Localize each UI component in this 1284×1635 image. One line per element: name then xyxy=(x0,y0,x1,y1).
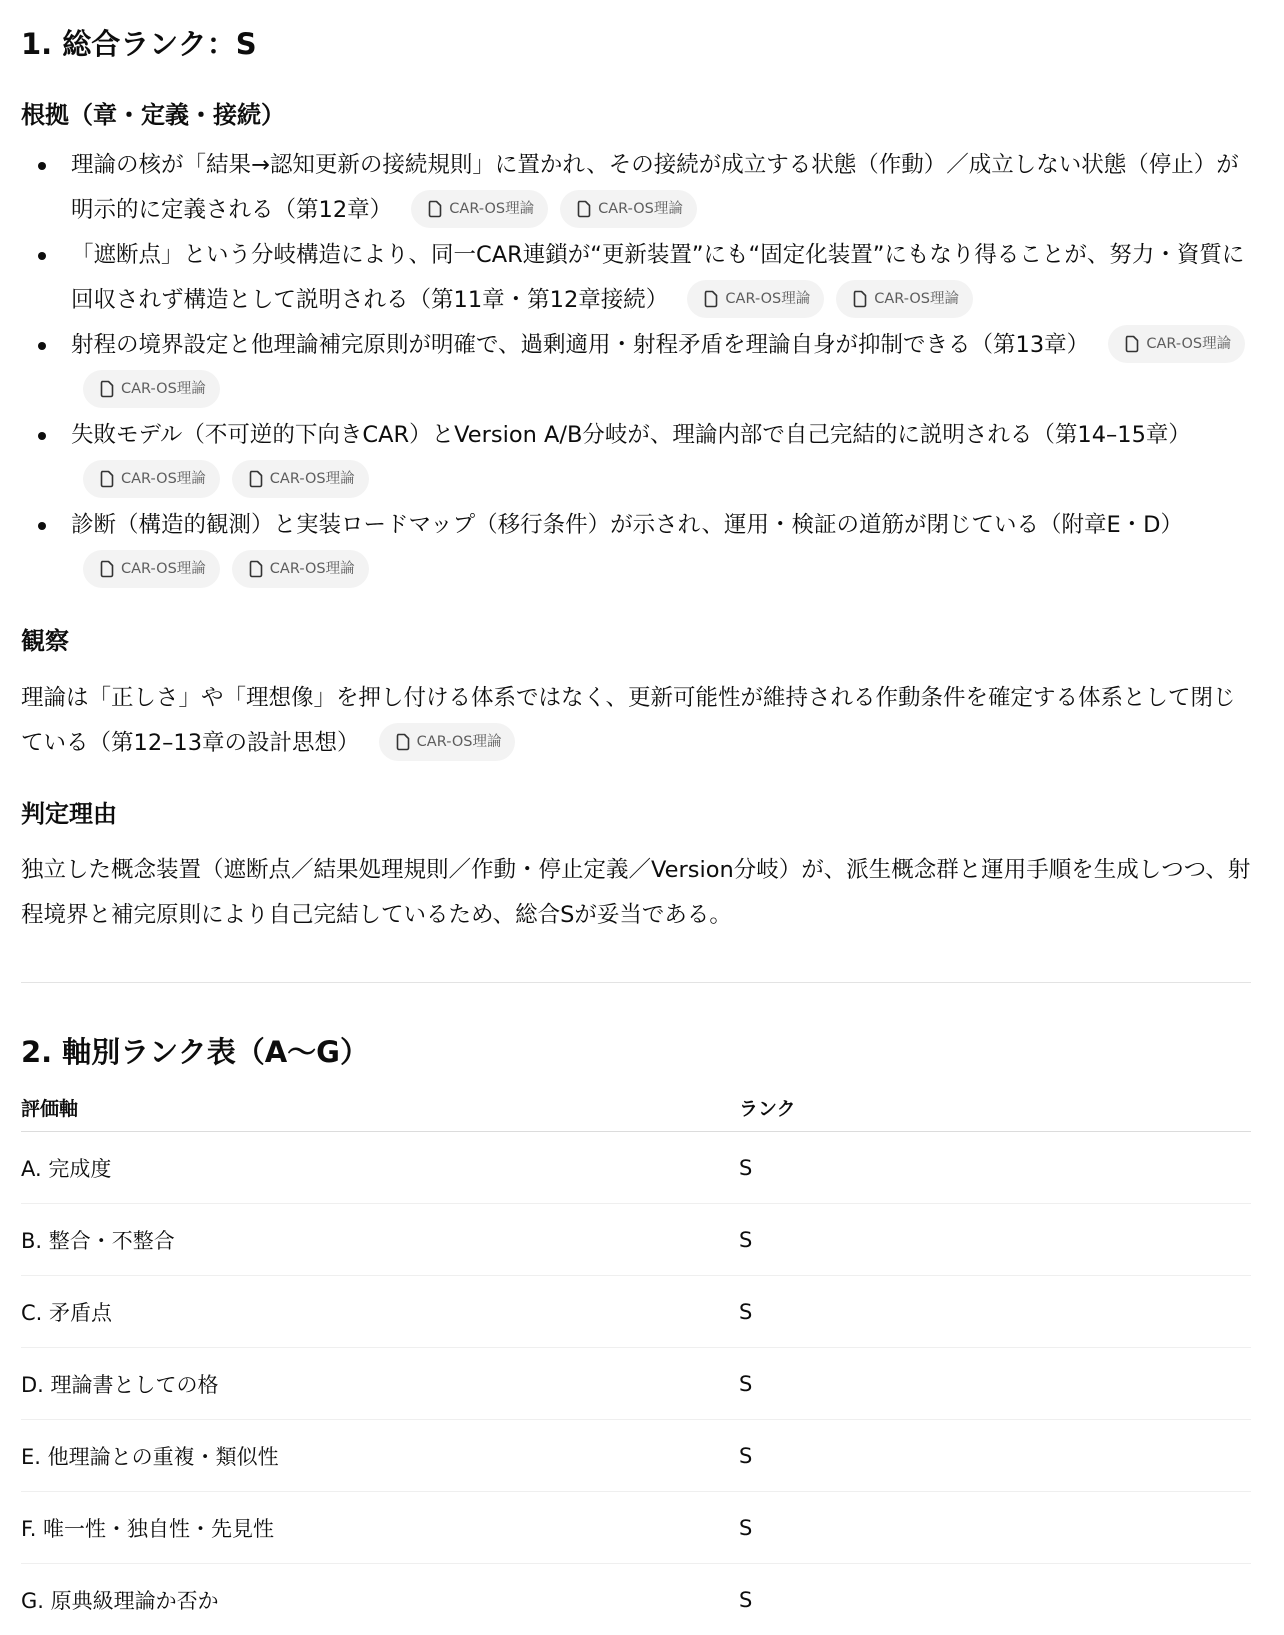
document-icon xyxy=(248,470,264,488)
table-row xyxy=(21,1132,1251,1204)
document-icon xyxy=(852,290,868,308)
axis-cell: C. 矛盾点 xyxy=(21,1276,739,1348)
chip-label: CAR-OS理論 xyxy=(598,190,683,228)
bullet-text: 失敗モデル（不可逆的下向きCAR）とVersion A/B分岐が、理論内部で自己完結的に説明される（第14–15章） xyxy=(71,422,1191,448)
source-chip[interactable] xyxy=(83,460,220,498)
rank-cell: S xyxy=(739,1348,1251,1420)
chip-label: CAR-OS理論 xyxy=(1146,325,1231,363)
chip-label: CAR-OS理論 xyxy=(121,550,206,588)
rank-cell: S xyxy=(739,1420,1251,1492)
reason-heading: 判定理由 xyxy=(21,796,117,832)
list-item xyxy=(21,233,1251,323)
table-row xyxy=(21,1348,1251,1420)
divider xyxy=(21,982,1251,983)
column-header-axis: 評価軸 xyxy=(21,1084,739,1132)
document-icon xyxy=(99,560,115,578)
document-icon xyxy=(99,470,115,488)
observation-text: 理論は「正しさ」や「理想像」を押し付ける体系ではなく、更新可能性が維持される作動条件を確定する体系として閉じている（第12–13章の設計思想） xyxy=(21,685,1236,756)
chip-label: CAR-OS理論 xyxy=(417,723,502,761)
basis-heading: 根拠（章・定義・接続） xyxy=(21,97,285,133)
axis-cell: F. 唯一性・独自性・先見性 xyxy=(21,1492,739,1564)
document-icon xyxy=(395,733,411,751)
chip-label: CAR-OS理論 xyxy=(270,460,355,498)
table-row xyxy=(21,1420,1251,1492)
table-row xyxy=(21,1564,1251,1635)
axis-cell: D. 理論書としての格 xyxy=(21,1348,739,1420)
column-header-rank: ランク xyxy=(739,1084,1251,1132)
source-chip[interactable] xyxy=(687,280,824,318)
section2-title: 2. 軸別ランク表（A〜G） xyxy=(21,1032,369,1072)
observation-paragraph xyxy=(21,676,1251,766)
table-row xyxy=(21,1204,1251,1276)
bullet-text: 理論の核が「結果→認知更新の接続規則」に置かれ、その接続が成立する状態（作動）／成立しない状態（停止）が明示的に定義される（第12章） xyxy=(71,152,1239,223)
table-header-row xyxy=(21,1084,1251,1132)
axis-cell: A. 完成度 xyxy=(21,1132,739,1204)
source-chip[interactable] xyxy=(83,550,220,588)
document-icon xyxy=(576,200,592,218)
source-chip[interactable] xyxy=(83,370,220,408)
chip-label: CAR-OS理論 xyxy=(121,460,206,498)
source-chip[interactable] xyxy=(232,460,369,498)
document-icon xyxy=(99,380,115,398)
chip-label: CAR-OS理論 xyxy=(725,280,810,318)
list-item xyxy=(21,503,1251,593)
rank-cell: S xyxy=(739,1276,1251,1348)
list-item xyxy=(21,413,1251,503)
axis-cell: B. 整合・不整合 xyxy=(21,1204,739,1276)
chip-label: CAR-OS理論 xyxy=(874,280,959,318)
chip-label: CAR-OS理論 xyxy=(270,550,355,588)
chip-label: CAR-OS理論 xyxy=(121,370,206,408)
document-icon xyxy=(427,200,443,218)
reason-paragraph: 独立した概念装置（遮断点／結果処理規則／作動・停止定義／Version分岐）が、派生概念群と運用手順を生成しつつ、射程境界と補完原則により自己完結しているため、総合Sが妥当である。 xyxy=(21,848,1251,938)
document-icon xyxy=(248,560,264,578)
source-chip[interactable] xyxy=(411,190,548,228)
source-chip[interactable] xyxy=(560,190,697,228)
rank-cell: S xyxy=(739,1492,1251,1564)
observation-heading: 観察 xyxy=(21,623,69,659)
chip-label: CAR-OS理論 xyxy=(449,190,534,228)
basis-list xyxy=(21,143,1251,593)
source-chip[interactable] xyxy=(232,550,369,588)
document-icon xyxy=(1124,335,1140,353)
rank-cell: S xyxy=(739,1204,1251,1276)
bullet-text: 「遮断点」という分岐構造により、同一CAR連鎖が“更新装置”にも“固定化装置”にもなり得ることが、努力・資質に回収されず構造として説明される（第11章・第12章接続） xyxy=(71,242,1244,313)
source-chip[interactable] xyxy=(836,280,973,318)
list-item xyxy=(21,143,1251,233)
table-row xyxy=(21,1276,1251,1348)
bullet-text: 診断（構造的観測）と実装ロードマップ（移行条件）が示され、運用・検証の道筋が閉じている（附章E・D） xyxy=(71,512,1183,538)
axis-cell: G. 原典級理論か否か xyxy=(21,1564,739,1635)
source-chip[interactable] xyxy=(1108,325,1245,363)
table-row xyxy=(21,1492,1251,1564)
source-chip[interactable] xyxy=(379,723,516,761)
document-icon xyxy=(703,290,719,308)
rank-table xyxy=(21,1084,1251,1635)
bullet-text: 射程の境界設定と他理論補完原則が明確で、過剰適用・射程矛盾を理論自身が抑制できる（第13章） xyxy=(71,332,1089,358)
section1-title: 1. 総合ランク：S xyxy=(21,24,257,64)
axis-cell: E. 他理論との重複・類似性 xyxy=(21,1420,739,1492)
rank-cell: S xyxy=(739,1564,1251,1635)
list-item xyxy=(21,323,1251,413)
rank-cell: S xyxy=(739,1132,1251,1204)
